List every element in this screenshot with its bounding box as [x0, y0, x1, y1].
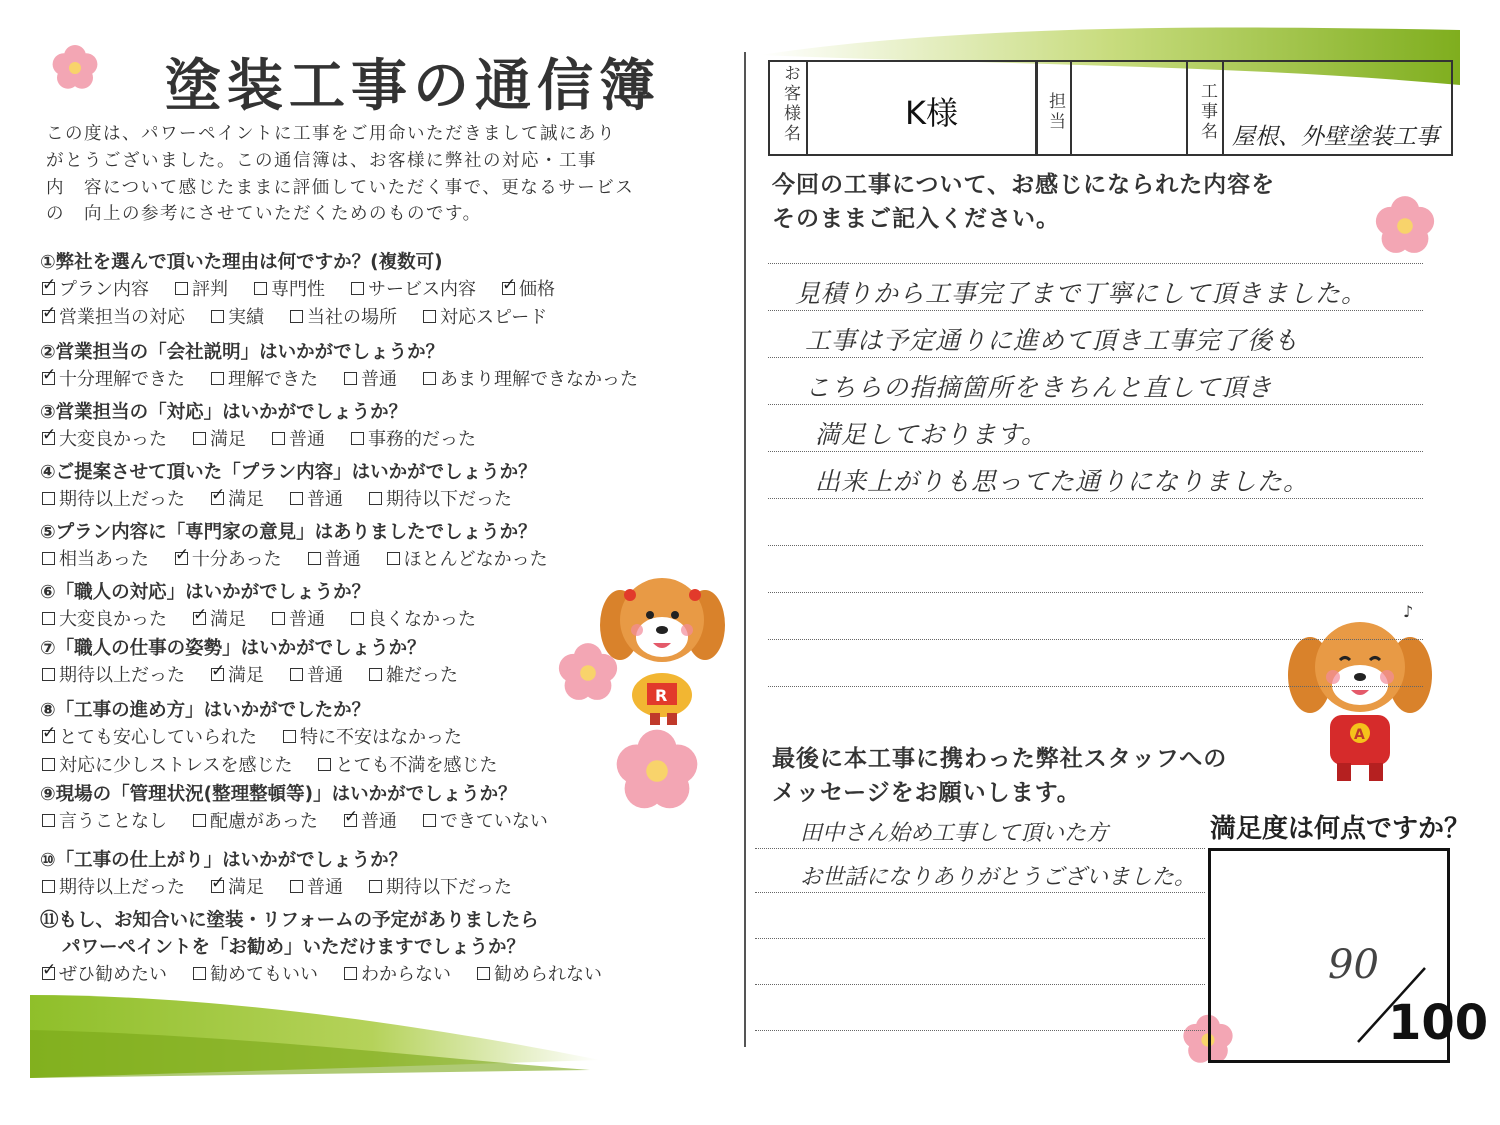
checkbox[interactable]: [308, 552, 321, 565]
answer-label: 雑だった: [386, 665, 458, 686]
answer-label: 満足: [228, 877, 264, 898]
answer-label: 対応に少しストレスを感じた: [59, 755, 293, 776]
sakura-flower-icon: [50, 43, 100, 93]
checkbox[interactable]: [423, 310, 436, 323]
answer-option[interactable]: [254, 275, 325, 301]
answer-option[interactable]: [42, 275, 149, 301]
ruled-line: [768, 545, 1423, 546]
checked-checkbox[interactable]: [193, 612, 206, 625]
checkbox[interactable]: [387, 552, 400, 565]
sakura-flower-icon: [612, 726, 702, 816]
page-title: 塗装工事の通信簿: [165, 54, 661, 119]
score-value: 90: [1328, 942, 1379, 988]
answer-option[interactable]: [477, 960, 602, 986]
answer-option[interactable]: [42, 545, 149, 571]
answer-label: 価格: [519, 279, 555, 300]
answer-label: 期待以上だった: [59, 877, 185, 898]
work-label-divider: [1222, 60, 1224, 156]
answer-option[interactable]: [387, 545, 548, 571]
question-text: ⑨現場の「管理状況(整理整頓等)」はいかがでしょうか？: [40, 784, 517, 805]
answer-label: 普通: [361, 369, 397, 390]
answer-label: 普通: [307, 489, 343, 510]
answer-option[interactable]: [369, 873, 512, 899]
answer-row: [42, 485, 538, 511]
answer-option[interactable]: [369, 661, 458, 687]
answer-option[interactable]: [42, 873, 185, 899]
answer-label: 言うことなし: [59, 811, 167, 832]
answer-label: 実績: [228, 307, 264, 328]
checked-checkbox[interactable]: [42, 282, 55, 295]
answer-label: 普通: [289, 609, 325, 630]
sakura-flower-icon: [1372, 193, 1438, 259]
checkbox[interactable]: [423, 814, 436, 827]
answer-label: 相当あった: [59, 549, 149, 570]
customer-label: お客様名: [780, 64, 800, 144]
answer-option[interactable]: [290, 873, 343, 899]
answer-label: ほとんどなかった: [403, 549, 548, 570]
ruled-line: [768, 357, 1423, 358]
answer-option[interactable]: [423, 807, 548, 833]
answer-row: [42, 723, 488, 749]
checkbox[interactable]: [42, 492, 55, 505]
answer-row: [42, 605, 502, 631]
answer-label: 期待以上だった: [59, 665, 185, 686]
checked-checkbox[interactable]: [42, 432, 55, 445]
checked-checkbox[interactable]: [211, 492, 224, 505]
checkbox[interactable]: [290, 310, 303, 323]
handwritten-message: 田中さん始め工事して頂いた方: [800, 821, 1109, 846]
answer-option[interactable]: [42, 605, 167, 631]
answer-label: とても不満を感じた: [335, 755, 498, 776]
checked-checkbox[interactable]: [344, 814, 357, 827]
work-label: 工事名: [1197, 82, 1217, 142]
answer-option[interactable]: [42, 661, 185, 687]
impression-heading: そのままご記入ください。: [772, 206, 1060, 232]
checkbox[interactable]: [369, 668, 382, 681]
answer-option[interactable]: [318, 751, 497, 777]
answer-option[interactable]: [423, 365, 638, 391]
message-heading: 最後に本工事に携わった弊社スタッフへの: [772, 746, 1228, 772]
answer-label: 十分理解できた: [59, 369, 185, 390]
answer-option[interactable]: [423, 303, 547, 329]
handwritten-impression: こちらの指摘箇所をきちんと直して頂き: [805, 373, 1274, 402]
answer-label: 普通: [360, 811, 397, 832]
answer-label: 勧めてもいい: [210, 964, 318, 985]
answer-row: [42, 275, 581, 301]
checkbox[interactable]: [42, 552, 55, 565]
checkbox[interactable]: [369, 492, 382, 505]
answer-label: 満足: [210, 609, 246, 630]
answer-option[interactable]: [193, 605, 246, 631]
question-text: ⑦「職人の仕事の姿勢」はいかがでしょうか？: [40, 638, 426, 659]
svg-text:♪: ♪: [1403, 605, 1414, 621]
answer-option[interactable]: [42, 485, 185, 511]
answer-option[interactable]: [351, 425, 476, 451]
answer-option[interactable]: [211, 303, 264, 329]
checked-checkbox[interactable]: [42, 730, 55, 743]
question-text: ③営業担当の「対応」はいかがでしょうか？: [40, 402, 408, 423]
answer-row: [42, 751, 523, 777]
checkbox[interactable]: [193, 814, 206, 827]
answer-option[interactable]: [193, 425, 246, 451]
answer-label: 理解できた: [228, 369, 318, 390]
score-title: 満足度は何点ですか？: [1210, 814, 1471, 844]
answer-label: 期待以上だった: [59, 489, 185, 510]
work-name: 屋根、外壁塗装工事: [1232, 124, 1439, 150]
customer-name: K様: [905, 94, 958, 132]
intro-text: の 向上の参考にさせていただくためのものです。: [46, 204, 482, 224]
answer-label: 普通: [324, 549, 361, 570]
checkbox[interactable]: [351, 282, 364, 295]
answer-label: 大変良かった: [59, 609, 167, 630]
checkbox[interactable]: [477, 967, 490, 980]
answer-option[interactable]: [211, 661, 264, 687]
ruled-line: [755, 848, 1205, 849]
answer-label: あまり理解できなかった: [440, 369, 638, 390]
message-heading: メッセージをお願いします。: [772, 780, 1081, 806]
checkbox[interactable]: [42, 814, 55, 827]
answer-option[interactable]: [42, 365, 185, 391]
checked-checkbox[interactable]: [502, 282, 515, 295]
checkbox[interactable]: [283, 730, 296, 743]
checked-checkbox[interactable]: [175, 552, 188, 565]
green-swoosh-bottom: [30, 990, 600, 1080]
checked-checkbox[interactable]: [211, 668, 224, 681]
ruled-line: [768, 404, 1423, 405]
ruled-line: [768, 451, 1423, 452]
answer-option[interactable]: [344, 960, 451, 986]
question-text: パワーペイントを「お勧め」いただけますでしょうか？: [62, 937, 526, 958]
answer-option[interactable]: [290, 661, 343, 687]
handwritten-message: お世話になりありがとうございました。: [800, 865, 1197, 890]
customer-box-divider: [806, 60, 808, 156]
column-divider: [744, 52, 746, 1047]
answer-label: とても安心していられた: [59, 727, 257, 748]
answer-option[interactable]: [502, 275, 555, 301]
answer-option[interactable]: [272, 425, 325, 451]
ruled-line: [768, 263, 1423, 264]
answer-label: 特に不安はなかった: [300, 727, 462, 748]
answer-option[interactable]: [369, 485, 512, 511]
ruled-line: [755, 1030, 1205, 1031]
answer-option[interactable]: [351, 605, 476, 631]
ruled-line: [755, 984, 1205, 985]
score-max: 100: [1388, 995, 1489, 1051]
checked-checkbox[interactable]: [211, 880, 224, 893]
checkbox[interactable]: [272, 612, 285, 625]
ruled-line: [768, 592, 1423, 593]
answer-label: 普通: [307, 665, 343, 686]
checkbox[interactable]: [42, 668, 55, 681]
ruled-line: [768, 498, 1423, 499]
question-text: ④ご提案させて頂いた「プラン内容」はいかがでしょうか？: [40, 462, 537, 483]
answer-option[interactable]: [290, 303, 397, 329]
ruled-line: [755, 938, 1205, 939]
ruled-line: [768, 310, 1423, 311]
checkbox[interactable]: [211, 372, 224, 385]
customer-box: [768, 60, 1038, 156]
checkbox[interactable]: [175, 282, 188, 295]
checkbox[interactable]: [344, 372, 357, 385]
answer-row: [42, 425, 502, 451]
checkbox[interactable]: [290, 880, 303, 893]
svg-text:R: R: [655, 686, 668, 705]
answer-option[interactable]: [42, 303, 185, 329]
checkbox[interactable]: [193, 432, 206, 445]
staff-box-divider: [1070, 60, 1072, 156]
answer-option[interactable]: [175, 275, 228, 301]
answer-option[interactable]: [42, 751, 292, 777]
answer-option[interactable]: [211, 365, 318, 391]
answer-label: 普通: [307, 877, 343, 898]
answer-label: 十分あった: [191, 549, 282, 570]
answer-row: [42, 303, 573, 329]
answer-row: [42, 807, 574, 833]
answer-label: 配慮があった: [210, 811, 318, 832]
intro-text: 内 容について感じたままに評価していただく事で、更なるサービス: [46, 178, 635, 198]
answer-option[interactable]: [175, 545, 282, 571]
mascot-dog-a-icon: [1285, 605, 1435, 785]
checkbox[interactable]: [193, 967, 206, 980]
answer-label: できていない: [439, 811, 548, 832]
ruled-line: [768, 639, 1423, 640]
handwritten-impression: 見積りから工事完了まで丁寧にして頂きました。: [795, 279, 1368, 308]
checkbox[interactable]: [290, 668, 303, 681]
answer-option[interactable]: [193, 960, 318, 986]
question-text: ①弊社を選んで頂いた理由は何ですか？(複数可): [40, 252, 443, 273]
answer-label: プラン内容: [59, 279, 149, 300]
impression-heading: 今回の工事について、お感じになられた内容を: [772, 172, 1276, 198]
checkbox[interactable]: [42, 612, 55, 625]
answer-option[interactable]: [308, 545, 361, 571]
answer-label: 専門性: [271, 279, 325, 300]
ruled-line: [755, 892, 1205, 893]
answer-option[interactable]: [42, 960, 167, 986]
answer-option[interactable]: [42, 807, 167, 833]
answer-option[interactable]: [272, 605, 325, 631]
answer-row: [42, 365, 664, 391]
question-text: ⑤プラン内容に「専門家の意見」はありましたでしょうか？: [40, 522, 537, 543]
answer-label: 当社の場所: [307, 307, 397, 328]
question-text: ②営業担当の「会社説明」はいかがでしょうか？: [40, 342, 445, 363]
answer-label: わからない: [361, 964, 451, 985]
answer-label: 良くなかった: [368, 609, 476, 630]
answer-label: 勧められない: [494, 964, 602, 985]
checked-checkbox[interactable]: [42, 967, 55, 980]
answer-label: 満足: [228, 489, 264, 510]
answer-row: [42, 873, 538, 899]
answer-option[interactable]: [211, 873, 264, 899]
handwritten-impression: 満足しております。: [815, 420, 1048, 449]
checkbox[interactable]: [344, 967, 357, 980]
checkbox[interactable]: [254, 282, 267, 295]
checkbox[interactable]: [290, 492, 303, 505]
checkbox[interactable]: [351, 432, 364, 445]
answer-option[interactable]: [42, 723, 257, 749]
mascot-dog-r-icon: [595, 565, 730, 725]
answer-option[interactable]: [290, 485, 343, 511]
checked-checkbox[interactable]: [42, 310, 55, 323]
answer-label: 満足: [228, 665, 264, 686]
intro-text: がとうございました。この通信簿は、お客様に弊社の対応・工事: [46, 151, 597, 171]
answer-option[interactable]: [211, 485, 264, 511]
checkbox[interactable]: [318, 758, 331, 771]
answer-option[interactable]: [344, 365, 397, 391]
handwritten-impression: 工事は予定通りに進めて頂き工事完了後も: [805, 326, 1300, 355]
staff-label: 担当: [1045, 92, 1065, 132]
handwritten-impression: 出来上がりも思ってた通りになりました。: [815, 467, 1310, 496]
intro-text: この度は、パワーペイントに工事をご用命いただきまして誠にあり: [46, 124, 616, 144]
question-text: ⑩「工事の仕上がり」はいかがでしょうか？: [40, 850, 408, 871]
svg-text:A: A: [1354, 727, 1365, 743]
checkbox[interactable]: [211, 310, 224, 323]
answer-label: 期待以下だった: [386, 877, 512, 898]
ruled-line: [768, 686, 1423, 687]
answer-row: [42, 661, 484, 687]
question-text: ⑪もし、お知合いに塗装・リフォームの予定がありましたら: [40, 910, 539, 931]
checkbox[interactable]: [351, 612, 364, 625]
work-box-divider: [1186, 60, 1188, 156]
checkbox[interactable]: [369, 880, 382, 893]
answer-option[interactable]: [351, 275, 476, 301]
answer-label: 期待以下だった: [386, 489, 512, 510]
answer-option[interactable]: [42, 425, 167, 451]
answer-label: 普通: [289, 429, 325, 450]
answer-option[interactable]: [283, 723, 462, 749]
answer-label: 評判: [192, 279, 228, 300]
checkbox[interactable]: [42, 758, 55, 771]
answer-label: 対応スピード: [440, 307, 548, 328]
checked-checkbox[interactable]: [42, 372, 55, 385]
checkbox[interactable]: [42, 880, 55, 893]
answer-option[interactable]: [193, 807, 318, 833]
answer-option[interactable]: [344, 807, 397, 833]
answer-label: 事務的だった: [368, 429, 476, 450]
question-text: ⑧「工事の進め方」はいかがでしたか？: [40, 700, 371, 721]
answer-row: [42, 545, 574, 571]
checkbox[interactable]: [423, 372, 436, 385]
answer-label: 営業担当の対応: [59, 307, 185, 328]
answer-label: サービス内容: [368, 279, 476, 300]
answer-label: 満足: [210, 429, 246, 450]
answer-row: [42, 960, 628, 986]
answer-label: ぜひ勧めたい: [59, 964, 167, 985]
checkbox[interactable]: [272, 432, 285, 445]
question-text: ⑥「職人の対応」はいかがでしょうか？: [40, 582, 371, 603]
answer-label: 大変良かった: [59, 429, 167, 450]
